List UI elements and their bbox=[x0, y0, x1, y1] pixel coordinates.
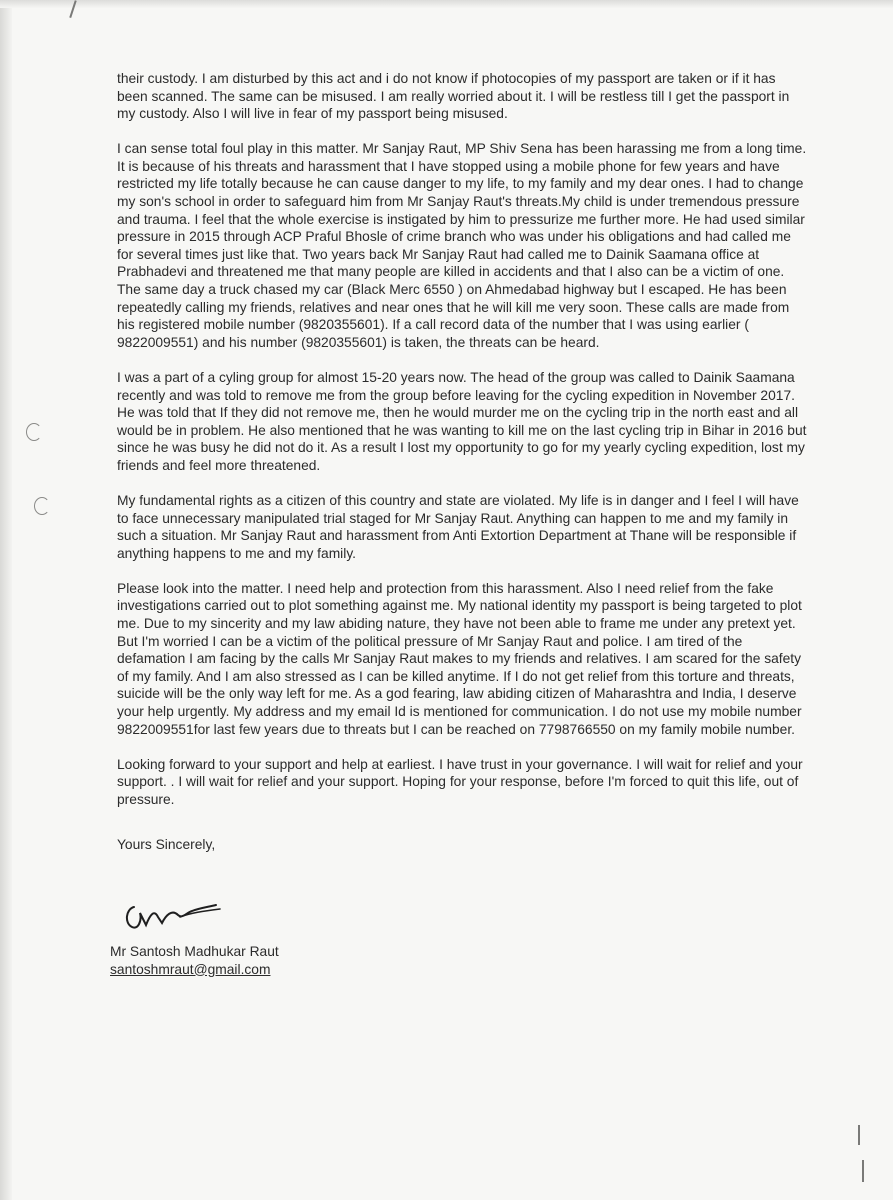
page-edge-left bbox=[0, 0, 12, 1200]
signer-email-link[interactable]: santoshmraut@gmail.com bbox=[110, 961, 271, 977]
margin-mark bbox=[862, 1160, 864, 1182]
letter-body bbox=[117, 70, 807, 854]
punch-hole-mark bbox=[34, 497, 50, 515]
paragraph-cycling-group: I was a part of a cyling group for almost 15-20 years now. The head of the group was called to Dainik Saamana recently and was told to remove me from the group before leaving for the cycling expedition in November 2017. He was told that If they did not remove me, then he would murder me on the cycling trip in the north east and all would be in problem. He also mentioned that he was wanting to kill me on the last cycling trip in Bihar in 2016 but since he was busy he did not do it. As a result I lost my opportunity to go for my yearly cycling expedition, lost my friends and feel more threatened. bbox=[117, 369, 807, 473]
punch-hole-mark bbox=[26, 423, 42, 441]
paragraph-looking-forward: Looking forward to your support and help at earliest. I have trust in your governance. I will wait for relief and your support. . I will wait for relief and your support. Hoping for your response, before I'm forced to quit this life, out of pressure. bbox=[117, 756, 803, 807]
paragraph-foul-play: I can sense total foul play in this matter. Mr Sanjay Raut, MP Shiv Sena has been harassing me from a long time. It is because of his threats and harassment that I have stopped using a mobile phone for few years and have restricted my life totally because he can cause danger to my life, to my family and my dear ones. I had to change my son's school in order to safeguard him from Mr Sanjay Raut's threats.My child is under tremendous pressure and trauma. I feel that the whole exercise is instigated by him to pressurize me further more. He had used similar pressure in 2015 through ACP Praful Bhosle of crime branch who was under his obligations and had called me for several times just like that. Two years back Mr Sanjay Raut had called me to Dainik Saamana office at Prabhadevi and threatened me that many people are killed in accidents and that I also can be a victim of one. The same day a truck chased my car (Black Merc 6550 ) on Ahmedabad highway but I escaped. He has been repeatedly calling my friends, relatives and near ones that he will kill me very soon. These calls are made from his registered mobile number (9820355601). If a call record data of the number that I was using earlier ( 9822009551) and his number (9820355601) is taken, the threats can be heard. bbox=[117, 141, 807, 350]
signer-block bbox=[110, 943, 279, 978]
handwritten-signature bbox=[120, 895, 230, 937]
paragraph-request-help: Please look into the matter. I need help and protection from this harassment. Also I need relief from the fake investigations carried out to plot something against me. My national identity my passport is being targeted to plot me. Due to my sincerity and my law abiding nature, they have not been able to frame me under any pretext yet. But I'm worried I can be a victim of the political pressure of Mr Sanjay Raut and police. I am tired of the defamation I am facing by the calls Mr Sanjay Raut makes to my friends and relatives. I am scared for the safety of my family. And I am also stressed as I can be killed anytime. If I do not get relief from this torture and threats, suicide will be the only way left for me. As a god fearing, law abiding citizen of Maharashtra and India, I deserve your help urgently. My address and my email Id is mentioned for communication. I do not use my mobile number 9822009551for last few years due to threats but I can be reached on 7798766550 on my family mobile number. bbox=[117, 580, 802, 737]
paragraph-fundamental-rights: My fundamental rights as a citizen of this country and state are violated. My life is in danger and I feel I will have to face unnecessary manipulated trial staged for Mr Sanjay Raut. Anything can happen to me and my family in such a situation. Mr Sanjay Raut and harassment from Anti Extortion Department at Thane will be responsible if anything happens to me and my family. bbox=[117, 492, 799, 561]
page-edge-top bbox=[0, 0, 893, 8]
closing-salutation: Yours Sincerely, bbox=[117, 837, 216, 853]
margin-mark bbox=[858, 1125, 860, 1145]
paragraph-passport-custody: their custody. I am disturbed by this act and i do not know if photocopies of my passport are taken or if it has been scanned. The same can be misused. I am really worried about it. I will be restless till I get the passport in my custody. Also I will live in fear of my passport being misused. bbox=[117, 71, 790, 122]
signer-name: Mr Santosh Madhukar Raut bbox=[110, 944, 279, 959]
